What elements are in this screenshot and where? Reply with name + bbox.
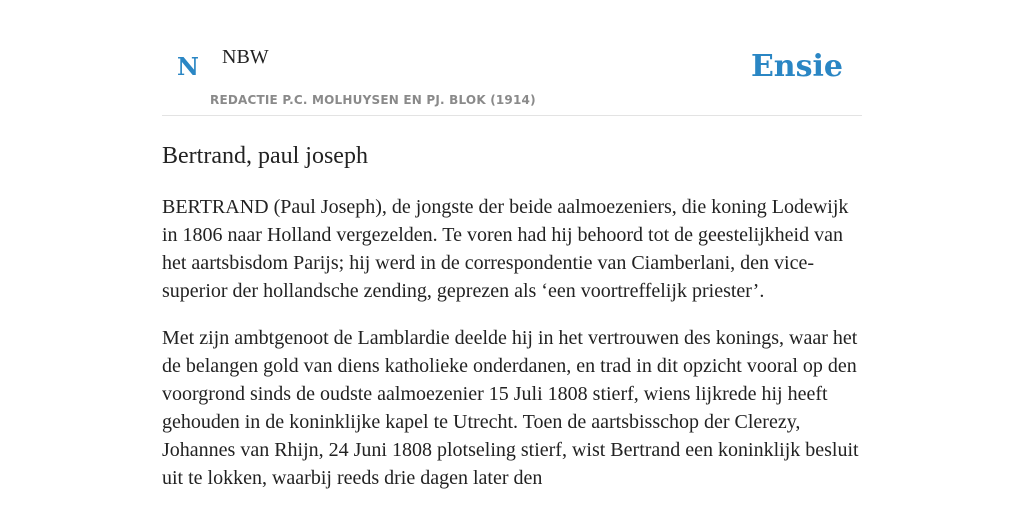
source-header [162, 0, 862, 116]
content-container [162, 0, 862, 511]
article-paragraph: BERTRAND (Paul Joseph), de jongste der beide aalmoezeniers, die koning Lodewijk in 1806 naar Holland vergezelden. Te voren had hij behoord tot de geestelijkheid van het aartsbisdom Parijs; hij werd in de correspondentie van Ciamberlani, den vice-superior der hollandsche zending, geprezen als ‘een voortreffelijk priester’. [162, 195, 849, 302]
article-paragraph: Met zijn ambtgenoot de Lamblardie deelde hij in het vertrouwen des konings, waar het de belangen gold van diens katholieke onderdanen, en trad in dit opzicht vooral op den voorgrond sinds de oudste aalmoezenier 15 Juli 1808 stierf, wiens lijkrede hij heeft gehouden in de koninklijke kapel te Utrecht. Toen de aartsbisschop der Clerezy, Johannes van Rhijn, 24 Juni 1808 plotseling stierf, wist Bertrand een koninklijk besluit uit te lokken, waarbij reeds drie dagen later den [162, 326, 859, 489]
source-name[interactable]: NBW [222, 46, 269, 68]
article-body [162, 193, 862, 492]
article-title: Bertrand, paul joseph [162, 143, 368, 169]
source-subtitle: REDACTIE P.C. MOLHUYSEN EN PJ. BLOK (1914) [210, 93, 536, 107]
source-logo[interactable]: N [177, 52, 199, 81]
ensie-logo-link[interactable]: Ensie [750, 49, 843, 84]
